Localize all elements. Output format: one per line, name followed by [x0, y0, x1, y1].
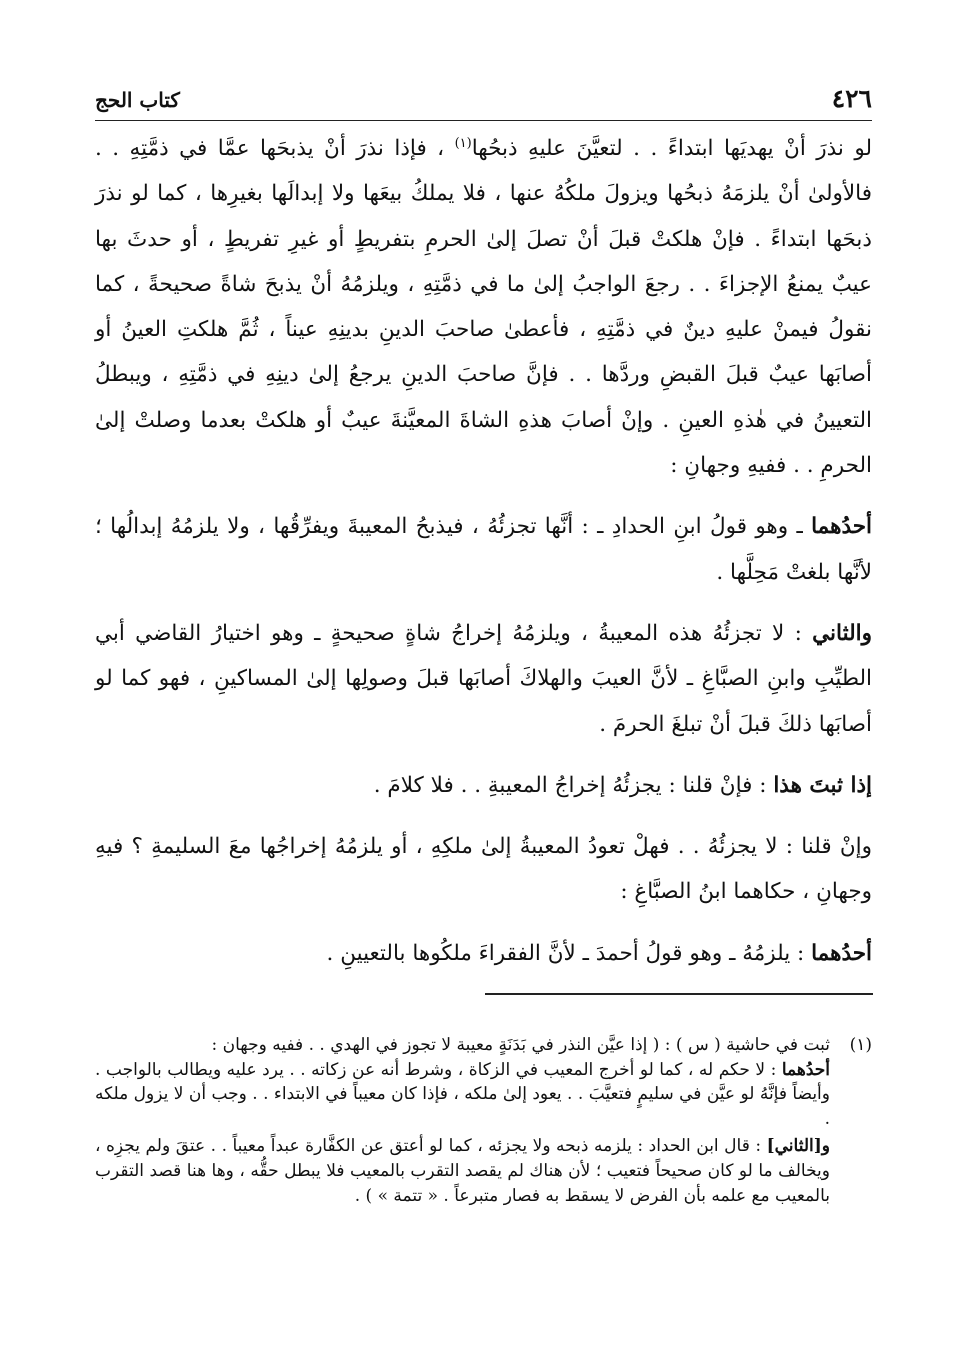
footnote-paragraph-2-lead: أحدُهما [781, 1059, 830, 1080]
paragraph-2 [95, 504, 872, 595]
paragraph-5 [95, 824, 872, 915]
paragraph-3 [95, 611, 872, 747]
footnote-paragraph-2-text: : لا حكم له ، كما لو أخرج المعيب في الزكاة ، وشرط أنه عن زكاته . . يرد عليه ويطالب بالواجب . وأيضاً فإنَّهُ لو عيَّن في سليمٍ فتعيَّبَ . . يعود إلىٰ ملكه ، فإذا كان معيباً في الابتداء . . وجب أن لا يزول ملكه . [95, 1059, 830, 1129]
footnote-line-1: ثبت في حاشية ( س ) : ( إذا عيَّن النذر في بَدَنَةٍ معيبة لا تجوز في الهدي . . ففيه وجهان : [211, 1035, 830, 1055]
footnote-marker[interactable]: (١) [454, 135, 472, 151]
page-number: ٤٢٦ [831, 84, 872, 113]
footnote-1 [95, 1033, 872, 1208]
footnote-paragraph-3 [95, 1134, 830, 1208]
footnotes [95, 1033, 872, 1208]
paragraph-3-lead: والثاني [812, 620, 872, 646]
paragraph-4-text: : فإنْ قلنا : يجزئُهُ إخراجُ المعيبةِ . . فلا كلامَ . [373, 772, 774, 798]
book-title: كتاب الحج [95, 88, 180, 112]
paragraph-6 [95, 931, 872, 976]
footnote-body [95, 1033, 830, 1208]
footnote-separator [485, 993, 873, 995]
paragraph-5-text: وإنْ قلنا : لا يجزئُهُ . . فهلْ تعودُ المعيبةُ إلىٰ ملكِهِ ، أو يلزمُهُ إخراجُها معَ السليمةِ ؟ فيهِ وجهانِ ، حكاهما ابنُ الصبَّاغِ : [95, 834, 872, 905]
footnote-paragraph-3-lead: و[الثاني] [766, 1136, 830, 1157]
footnote-paragraph-2 [95, 1058, 830, 1132]
footnote-number: (١) [849, 1035, 872, 1055]
paragraph-2-text: ـ وهو قولُ ابنِ الحدادِ ـ : أنَّها تجزئُهُ ، فيذبحُ المعيبةَ ويفرِّقُها ، ولا يلزمُهُ إبدالُها ؛ لأنَّها بلغتْ مَحِلَّها . [95, 514, 872, 585]
main-text [95, 126, 872, 976]
paragraph-3-text: : لا تجزئُهُ هذه المعيبةُ ، ويلزمُهُ إخراجُ شاةٍ صحيحةٍ ـ وهو اختيارُ القاضي أبي الطيِّبِ وابنِ الصبَّاغِ ـ لأنَّ العيبَ والهلاكَ أصابَها قبلَ وصولِها إلىٰ المساكينِ ، فهو كما لو أصابَها ذلكَ قبلَ أنْ تبلغَ الحرمَ . [95, 620, 872, 737]
paragraph-2-lead: أحدُهما [811, 514, 872, 540]
paragraph-6-lead: أحدُهما [811, 940, 872, 966]
paragraph-4-lead: إذا ثبتَ هذا [773, 772, 872, 798]
footnote-paragraph-3-text: : قال ابن الحداد : يلزمه ذبحه ولا يجزئه ، كما لو أعتق عن الكفَّارة عبداً معيباً . . عتقَ ولم يجزِه ، ويخالف ما لو كان صحيحاً فتعيب ؛ لأن هناك لم يقصد التقرب بالمعيب فلا يبطل حقُّه ، وها هنا قصد التقرب بالمعيب مع علمه بأن الفرض لا يسقط به فصار متبرعاً . « تتمة » ) . [95, 1136, 830, 1206]
page-header [95, 84, 872, 121]
paragraph-1-text-b: ، فإذا نذرَ أنْ يذبحَها عمَّا في ذمَّتِهِ . . فالأولىٰ أنْ يلزمَهُ ذبحُها ويزولَ ملكُهُ عنها ، فلا يملكُ بيعَها ولا إبدالَها بغيرِها ، كما لو نذرَ ذبحَها ابتداءً . فإنْ هلكتْ قبلَ أنْ تصلَ إلىٰ الحرمِ بتفريطٍ أو غيرِ تفريطٍ ، أو حدثَ بها عيبٌ يمنعُ الإجزاءَ . . رجعَ الواجبُ إلىٰ ما في ذمَّتِهِ ، ويلزمُهُ أنْ يذبحَ شاةً صحيحةً ، كما نقولُ فيمنْ عليهِ دينٌ في ذمَّتِهِ ، فأعطىٰ صاحبَ الدينِ بدينِهِ عيناً ، ثُمَّ هلكتِ العينُ أو أصابَها عيبٌ قبلَ القبضِ وردَّها . . فإنَّ صاحبَ الدينِ يرجعُ إلىٰ دينِهِ في ذمَّتِهِ ، ويبطلُ التعيينُ في هٰذهِ العينِ . وإنْ أصابَ هذهِ الشاةَ المعيَّنةَ عيبٌ أو هلكتْ بعدما وصلتْ إلىٰ الحرمِ . . ففيهِ وجهانِ : [95, 136, 872, 479]
paragraph-4 [95, 763, 872, 808]
paragraph-6-text: : يلزمُهُ ـ وهو قولُ أحمدَ ـ لأنَّ الفقراءَ ملكُوها بالتعيينِ . [326, 940, 812, 966]
paragraph-1-text-a: لو نذرَ أنْ يهديَها ابتداءً . . لتعيَّنَ عليهِ ذبحُها [471, 136, 873, 161]
paragraph-1 [95, 126, 872, 488]
